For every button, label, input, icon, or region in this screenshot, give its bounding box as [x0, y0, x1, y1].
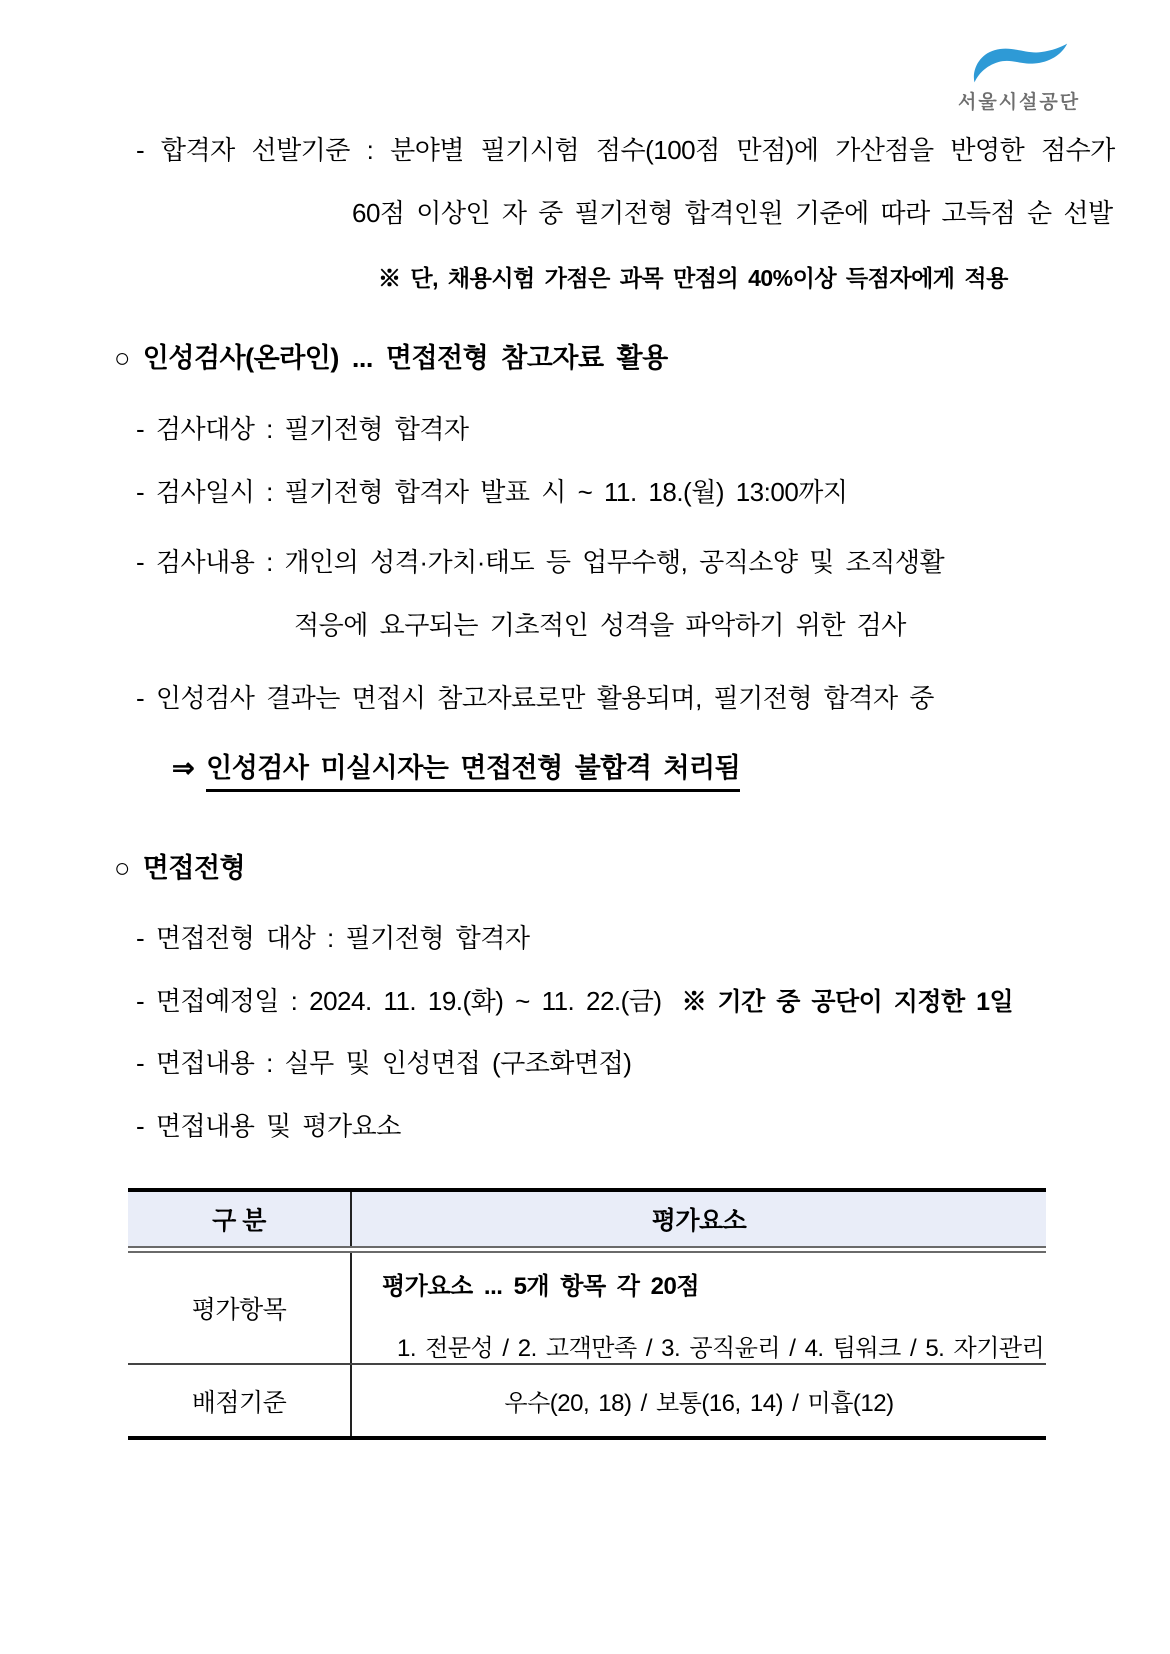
evaluation-table — [128, 1188, 1046, 1440]
interview-date-line — [136, 985, 1013, 1018]
scoring-label: 배점기준 — [128, 1365, 352, 1436]
evaluation-items-summary: 평가요소 ... 5개 항목 각 20점 — [382, 1273, 700, 1300]
criteria-line-2: 60점 이상인 자 중 필기전형 합격인원 기준에 따라 고득점 순 선발 — [352, 198, 1113, 228]
logo — [958, 42, 1081, 114]
test-content-line-2: 적응에 요구되는 기초적인 성격을 파악하기 위한 검사 — [294, 610, 906, 640]
warning-line — [172, 752, 740, 792]
logo-text: 서울시설공단 — [958, 92, 1081, 113]
interview-content-line: - 면접내용 : 실무 및 인성면접 (구조화면접) — [136, 1048, 632, 1078]
warning-text: 인성검사 미실시자는 면접전형 불합격 처리됨 — [206, 752, 740, 792]
test-schedule-line: - 검사일시 : 필기전형 합격자 발표 시 ~ 11. 18.(월) 13:00까지 — [136, 477, 848, 507]
interview-date-text: - 면접예정일 : 2024. 11. 19.(화) ~ 11. 22.(금) — [136, 986, 662, 1016]
table-header-row — [128, 1192, 1046, 1246]
evaluation-items-list: 1. 전문성 / 2. 고객만족 / 3. 공직윤리 / 4. 팀워크 / 5. 자기관리 — [397, 1335, 1045, 1362]
criteria-note: ※ 단, 채용시험 가점은 과목 만점의 40%이상 득점자에게 적용 — [378, 265, 1008, 291]
table-row-evaluation-items — [128, 1253, 1046, 1363]
interview-target-line: - 면접전형 대상 : 필기전형 합격자 — [136, 923, 530, 953]
section-heading-interview: ○ 면접전형 — [114, 853, 246, 883]
evaluation-items-label: 평가항목 — [128, 1253, 352, 1363]
table-header-factors: 평가요소 — [651, 1207, 747, 1235]
table-row-scoring — [128, 1365, 1046, 1436]
evaluation-items-value — [352, 1253, 1046, 1363]
table-header-category: 구 분 — [128, 1192, 352, 1246]
criteria-line-1: - 합격자 선발기준 : 분야별 필기시험 점수(100점 만점)에 가산점을 반영한 점수가 — [136, 135, 1115, 165]
interview-date-note: ※ 기간 중 공단이 지정한 1일 — [681, 988, 1014, 1016]
double-arrow-icon: ⇒ — [172, 753, 195, 783]
test-result-line: - 인성검사 결과는 면접시 참고자료로만 활용되며, 필기전형 합격자 중 — [136, 683, 934, 713]
scoring-value: 우수(20, 18) / 보통(16, 14) / 미흡(12) — [504, 1390, 894, 1417]
section-heading-personality-test: ○ 인성검사(온라인) ... 면접전형 참고자료 활용 — [114, 343, 668, 373]
test-target-line: - 검사대상 : 필기전형 합격자 — [136, 414, 469, 444]
table-header-double-rule — [128, 1246, 1046, 1253]
logo-wave-icon — [966, 42, 1070, 86]
interview-criteria-line: - 면접내용 및 평가요소 — [136, 1111, 401, 1141]
test-content-line-1: - 검사내용 : 개인의 성격·가치·태도 등 업무수행, 공직소양 및 조직생활 — [136, 547, 945, 577]
